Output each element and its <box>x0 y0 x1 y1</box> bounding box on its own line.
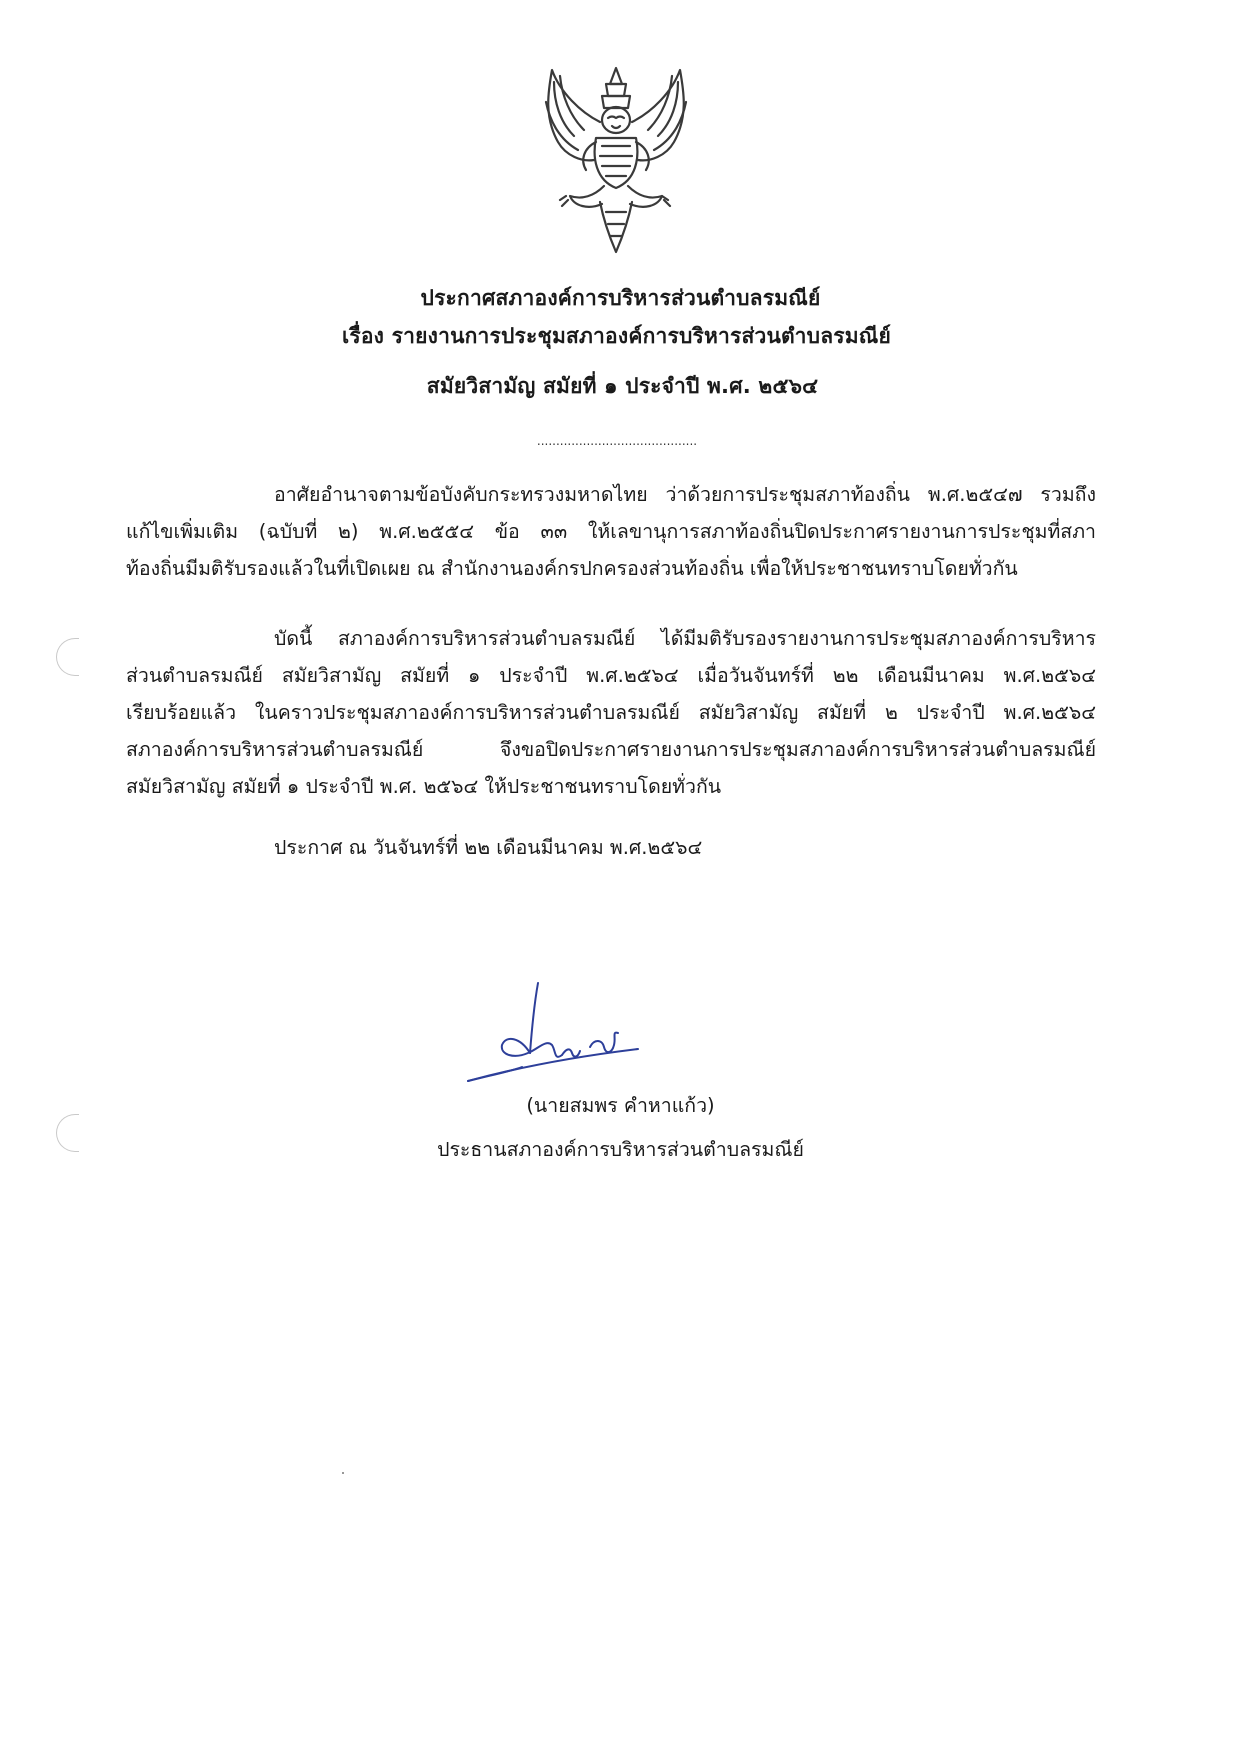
paragraph-resolution <box>126 620 1096 805</box>
paragraph-authority <box>126 476 1096 587</box>
paragraph-line: ท้องถิ่นมีมติรับรองแล้วในที่เปิดเผย ณ สำนักงานองค์กรปกครองส่วนท้องถิ่น เพื่อให้ประชาชนทราบโดยทั่วกัน <box>126 557 1018 580</box>
paragraph-line: สมัยวิสามัญ สมัยที่ ๑ ประจำปี พ.ศ. ๒๕๖๔ ให้ประชาชนทราบโดยทั่วกัน <box>126 775 722 798</box>
paragraph-line: สภาองค์การบริหารส่วนตำบลรมณีย์ จึงขอปิดประกาศรายงานการประชุมสภาองค์การบริหารส่วนตำบลรมณีย์ <box>126 738 1096 761</box>
signer-position: ประธานสภาองค์การบริหารส่วนตำบลรมณีย์ <box>437 1138 804 1161</box>
subject-line: เรื่อง รายงานการประชุมสภาองค์การบริหารส่วนตำบลรมณีย์ <box>342 324 891 348</box>
separator-dots: .......................................... <box>536 434 698 448</box>
paragraph-line: ส่วนตำบลรมณีย์ สมัยวิสามัญ สมัยที่ ๑ ประจำปี พ.ศ.๒๕๖๔ เมื่อวันจันทร์ที่ ๒๒ เดือนมีนาคม พ.ศ.๒๕๖๔ <box>126 664 1096 687</box>
paper-speck <box>342 1472 344 1474</box>
handwritten-signature-icon <box>462 975 652 1095</box>
paragraph-line: อาศัยอำนาจตามข้อบังคับกระทรวงมหาดไทย ว่าด้วยการประชุมสภาท้องถิ่น พ.ศ.๒๕๔๗ รวมถึง <box>274 483 1096 506</box>
paragraph-line: เรียบร้อยแล้ว ในคราวประชุมสภาองค์การบริหารส่วนตำบลรมณีย์ สมัยวิสามัญ สมัยที่ ๒ ประจำปี พ.ศ.๒๕๖๔ <box>126 701 1096 724</box>
session-line: สมัยวิสามัญ สมัยที่ ๑ ประจำปี พ.ศ. ๒๕๖๔ <box>426 374 819 398</box>
punch-hole-mark <box>56 638 79 676</box>
signer-name: (นายสมพร คำหาแก้ว) <box>526 1094 715 1117</box>
announcement-date: ประกาศ ณ วันจันทร์ที่ ๒๒ เดือนมีนาคม พ.ศ.๒๕๖๔ <box>274 836 703 859</box>
paragraph-line: บัดนี้ สภาองค์การบริหารส่วนตำบลรมณีย์ ได้มีมติรับรองรายงานการประชุมสภาองค์การบริหาร <box>274 627 1096 650</box>
announcement-title: ประกาศสภาองค์การบริหารส่วนตำบลรมณีย์ <box>420 286 821 310</box>
paragraph-line: แก้ไขเพิ่มเติม (ฉบับที่ ๒) พ.ศ.๒๕๕๔ ข้อ ๓๓ ให้เลขานุการสภาท้องถิ่นปิดประกาศรายงานการประชุมที่สภา <box>126 520 1096 543</box>
garuda-emblem-icon <box>530 62 702 258</box>
